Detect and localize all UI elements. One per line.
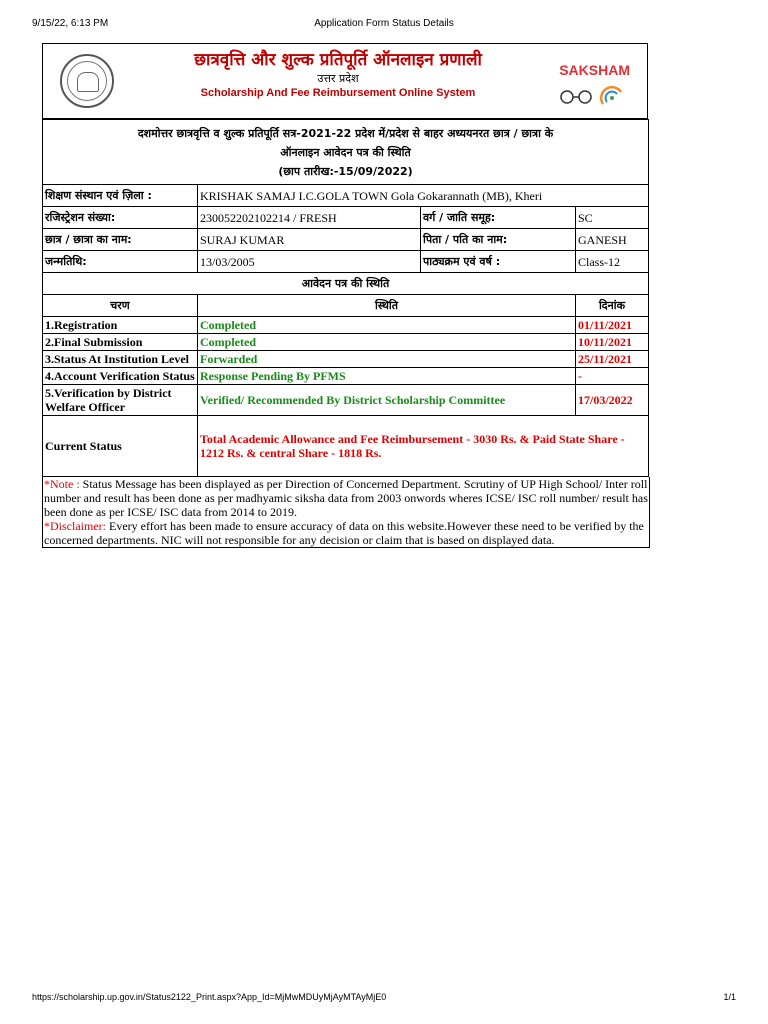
banner-hindi-title: छात्रवृत्ति और शुल्क प्रतिपूर्ति ऑनलाइन प्रणाली — [194, 50, 482, 70]
status-cell: Completed — [198, 317, 576, 334]
status-row — [43, 334, 649, 351]
date-cell: 25/11/2021 — [576, 351, 649, 368]
current-status-value: Total Academic Allowance and Fee Reimbursement - 3030 Rs. & Paid State Share - 1212 Rs. & central Share - 1818 Rs. — [198, 416, 649, 477]
father-name-value: GANESH — [576, 229, 649, 251]
student-name-label: छात्र / छात्रा का नाम: — [43, 229, 198, 251]
institution-value: KRISHAK SAMAJ I.C.GOLA TOWN Gola Gokarannath (MB), Kheri — [198, 185, 649, 207]
registration-value: 230052202102214 / FRESH — [198, 207, 421, 229]
header-stage: चरण — [43, 295, 198, 317]
heading-line-2: ऑनलाइन आवेदन पत्र की स्थिति — [280, 145, 411, 159]
category-value: SC — [576, 207, 649, 229]
status-row — [43, 317, 649, 334]
date-cell: 17/03/2022 — [576, 385, 649, 416]
status-row — [43, 368, 649, 385]
form-heading — [43, 120, 649, 185]
date-cell: 10/11/2021 — [576, 334, 649, 351]
banner-state: उत्तर प्रदेश — [317, 72, 359, 85]
stage-cell: 2.Final Submission — [43, 334, 198, 351]
status-cell: Verified/ Recommended By District Scholarship Committee — [198, 385, 576, 416]
father-name-label: पिता / पति का नाम: — [421, 229, 576, 251]
banner-english-title: Scholarship And Fee Reimbursement Online System — [200, 87, 476, 99]
student-name-value: SURAJ KUMAR — [198, 229, 421, 251]
heading-line-1: दशमोत्तर छात्रवृत्ति व शुल्क प्रतिपूर्ति सत्र-2021-22 प्रदेश में/प्रदेश से बाहर अध्ययनरत छात्र / छात्रा के — [137, 126, 554, 140]
stage-cell: 5.Verification by District Welfare Officer — [43, 385, 198, 416]
page-number: 1/1 — [723, 992, 736, 1002]
header-date: दिनांक — [576, 295, 649, 317]
status-table — [42, 119, 649, 477]
note-text: Status Message has been displayed as per Direction of Concerned Department. Scrutiny of UP High School/ Inter roll number and result has been done as per madhyamic siksha data from 2003 onwords wheres ICSE/ ISC roll number/ result has been done as per ICSE/ ISC data from 2014 to 2019. — [44, 477, 648, 519]
print-date: 9/15/22, 6:13 PM — [32, 18, 109, 29]
course-value: Class-12 — [576, 251, 649, 273]
category-label: वर्ग / जाति समूह: — [421, 207, 576, 229]
dob-label: जन्मतिथि: — [43, 251, 198, 273]
swachh-bharat-glasses-icon — [557, 90, 597, 104]
current-status-label: Current Status — [43, 416, 198, 477]
course-label: पाठ्यक्रम एवं वर्ष : — [421, 251, 576, 273]
print-title: Application Form Status Details — [314, 18, 454, 29]
institution-label: शिक्षण संस्थान एवं ज़िला : — [43, 185, 198, 207]
status-row — [43, 351, 649, 368]
print-url: https://scholarship.up.gov.in/Status2122_Print.aspx?App_Id=MjMwMDUyMjAyMTAyMjE0 — [32, 992, 387, 1002]
heading-line-3: (छाप तारीख:-15/09/2022) — [278, 164, 413, 178]
banner-titles — [153, 50, 523, 101]
registration-label: रजिस्ट्रेशन संख्या: — [43, 207, 198, 229]
status-cell: Response Pending By PFMS — [198, 368, 576, 385]
status-cell: Forwarded — [198, 351, 576, 368]
status-cell: Completed — [198, 334, 576, 351]
date-cell: 01/11/2021 — [576, 317, 649, 334]
date-cell: - — [576, 368, 649, 385]
saksham-emblems — [549, 84, 629, 110]
disclaimer-text: Every effort has been made to ensure accuracy of data on this website.However these need to be verified by the concerned departments. NIC will not responsible for any decision or claim that is based on displayed data. — [44, 519, 644, 547]
status-row — [43, 385, 649, 416]
banner — [42, 43, 648, 119]
note-paragraph — [44, 477, 648, 519]
print-footer — [32, 992, 736, 1006]
notes-section — [42, 477, 650, 548]
stage-cell: 3.Status At Institution Level — [43, 351, 198, 368]
disclaimer-label: *Disclaimer: — [44, 519, 106, 533]
header-status: स्थिति — [198, 295, 576, 317]
disclaimer-paragraph — [44, 519, 648, 547]
digital-india-icon — [599, 84, 629, 110]
note-label: *Note : — [44, 477, 80, 491]
dob-value: 13/03/2005 — [198, 251, 421, 273]
status-section-title: आवेदन पत्र की स्थिति — [43, 273, 649, 295]
up-government-seal-icon — [60, 54, 114, 108]
saksham-logo: SAKSHAM — [559, 62, 630, 78]
status-document — [42, 43, 648, 548]
stage-cell: 1.Registration — [43, 317, 198, 334]
print-header — [32, 18, 736, 32]
stage-cell: 4.Account Verification Status — [43, 368, 198, 385]
